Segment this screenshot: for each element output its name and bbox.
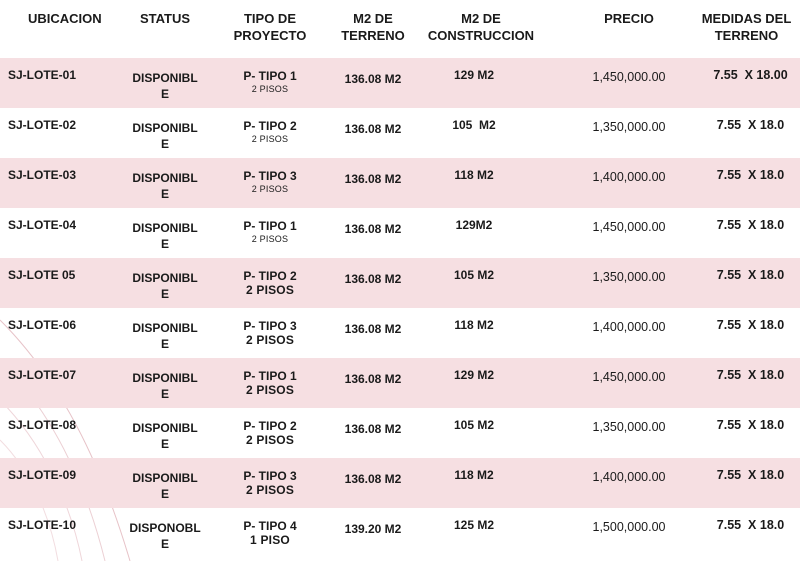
cell-precio <box>541 458 693 508</box>
cell-m2-terreno <box>325 258 421 308</box>
price: 1,350,000.00 <box>592 120 666 134</box>
cell-precio <box>541 58 693 108</box>
cell-m2-terreno <box>325 458 421 508</box>
lot-id: SJ-LOTE-09 <box>8 468 77 482</box>
cell-ubicacion <box>0 258 115 308</box>
built-area: 129 M2 <box>453 68 495 82</box>
project-type: P- TIPO 3 <box>243 469 297 483</box>
floors-count: 2 PISOS <box>245 283 295 297</box>
lot-dimensions: 7.55 X 18.0 <box>716 118 785 132</box>
cell-tipo-proyecto <box>215 408 325 458</box>
cell-ubicacion <box>0 208 115 258</box>
price: 1,450,000.00 <box>592 220 666 234</box>
lot-dimensions: 7.55 X 18.0 <box>716 268 785 282</box>
floors-count: 2 PISOS <box>245 333 295 347</box>
floors-count: 1 PISO <box>250 533 290 547</box>
cell-ubicacion <box>0 308 115 358</box>
lot-area: 136.08 M2 <box>344 372 402 386</box>
cell-medidas <box>693 358 800 408</box>
header-status <box>115 0 215 58</box>
cell-ubicacion <box>0 108 115 158</box>
lot-id: SJ-LOTE-07 <box>8 368 77 382</box>
lot-id: SJ-LOTE-08 <box>8 418 77 432</box>
cell-precio <box>541 358 693 408</box>
cell-m2-terreno <box>325 358 421 408</box>
cell-tipo-proyecto <box>215 308 325 358</box>
header-medidas-terreno-line: MEDIDAS DEL <box>701 11 792 26</box>
cell-m2-construccion <box>421 108 541 158</box>
price: 1,500,000.00 <box>592 520 666 534</box>
cell-tipo-proyecto <box>215 158 325 208</box>
status-text: DISPONIBL <box>132 171 198 185</box>
floors-count: 2 PISOS <box>251 84 289 94</box>
cell-ubicacion <box>0 58 115 108</box>
cell-status <box>115 108 215 158</box>
status-text: DISPONIBL <box>132 271 198 285</box>
price: 1,350,000.00 <box>592 270 666 284</box>
cell-m2-construccion <box>421 258 541 308</box>
built-area: 129M2 <box>455 218 493 232</box>
cell-m2-terreno <box>325 508 421 558</box>
cell-m2-terreno <box>325 208 421 258</box>
header-precio <box>541 0 693 58</box>
header-m2-terreno <box>325 0 421 58</box>
status-text: DISPONIBL <box>132 421 198 435</box>
header-medidas-terreno <box>693 0 800 58</box>
cell-m2-terreno <box>325 58 421 108</box>
status-text: DISPONIBL <box>132 471 198 485</box>
header-ubicacion <box>0 0 115 58</box>
lot-id: SJ-LOTE-03 <box>8 168 77 182</box>
cell-status <box>115 158 215 208</box>
cell-status <box>115 208 215 258</box>
cell-medidas <box>693 458 800 508</box>
floors-count: 2 PISOS <box>245 483 295 497</box>
cell-medidas <box>693 408 800 458</box>
cell-m2-construccion <box>421 408 541 458</box>
lot-id: SJ-LOTE 05 <box>8 268 76 282</box>
project-type: P- TIPO 2 <box>243 419 297 433</box>
cell-status <box>115 508 215 558</box>
cell-tipo-proyecto <box>215 458 325 508</box>
built-area: 118 M2 <box>454 468 494 482</box>
cell-ubicacion <box>0 158 115 208</box>
cell-m2-terreno <box>325 308 421 358</box>
cell-m2-terreno <box>325 408 421 458</box>
cell-m2-terreno <box>325 158 421 208</box>
floors-count: 2 PISOS <box>245 433 295 447</box>
cell-medidas <box>693 308 800 358</box>
cell-m2-construccion <box>421 308 541 358</box>
header-m2-construccion <box>421 0 541 58</box>
cell-medidas <box>693 158 800 208</box>
status-text: E <box>160 87 169 101</box>
cell-medidas <box>693 508 800 558</box>
project-type: P- TIPO 1 <box>243 369 297 383</box>
lot-area: 136.08 M2 <box>344 272 402 286</box>
price: 1,450,000.00 <box>592 370 666 384</box>
status-text: E <box>160 537 169 551</box>
lot-area: 136.08 M2 <box>344 422 402 436</box>
lot-area: 136.08 M2 <box>344 472 402 486</box>
cell-m2-construccion <box>421 158 541 208</box>
floors-count: 2 PISOS <box>251 234 289 244</box>
built-area: 118 M2 <box>454 168 494 182</box>
price: 1,450,000.00 <box>592 70 666 84</box>
status-text: DISPONIBL <box>132 121 198 135</box>
built-area: 125 M2 <box>453 518 495 532</box>
header-m2-construccion-line: M2 DE <box>461 11 501 26</box>
status-text: E <box>160 287 169 301</box>
status-text: DISPONIBL <box>132 221 198 235</box>
project-type: P- TIPO 2 <box>243 119 297 133</box>
cell-tipo-proyecto <box>215 508 325 558</box>
status-text: E <box>160 237 169 251</box>
cell-m2-construccion <box>421 208 541 258</box>
project-type: P- TIPO 1 <box>243 69 297 83</box>
status-text: E <box>160 337 169 351</box>
status-text: E <box>160 487 169 501</box>
lot-id: SJ-LOTE-10 <box>8 518 77 532</box>
cell-ubicacion <box>0 358 115 408</box>
lot-area: 139.20 M2 <box>344 522 402 536</box>
lot-dimensions: 7.55 X 18.0 <box>716 168 785 182</box>
lot-id: SJ-LOTE-01 <box>8 68 77 82</box>
cell-tipo-proyecto <box>215 358 325 408</box>
cell-status <box>115 408 215 458</box>
cell-status <box>115 258 215 308</box>
cell-status <box>115 458 215 508</box>
cell-precio <box>541 108 693 158</box>
cell-ubicacion <box>0 508 115 558</box>
lot-area: 136.08 M2 <box>344 122 402 136</box>
lot-area: 136.08 M2 <box>344 72 402 86</box>
price: 1,400,000.00 <box>592 320 666 334</box>
cell-m2-construccion <box>421 358 541 408</box>
lot-dimensions: 7.55 X 18.0 <box>716 468 785 482</box>
cell-medidas <box>693 208 800 258</box>
status-text: DISPONOBL <box>129 521 201 535</box>
cell-ubicacion <box>0 458 115 508</box>
header-status-line: STATUS <box>139 11 191 26</box>
lot-dimensions: 7.55 X 18.0 <box>716 368 785 382</box>
floors-count: 2 PISOS <box>251 134 289 144</box>
lot-id: SJ-LOTE-04 <box>8 218 77 232</box>
status-text: E <box>160 187 169 201</box>
cell-tipo-proyecto <box>215 58 325 108</box>
lot-id: SJ-LOTE-06 <box>8 318 77 332</box>
built-area: 118 M2 <box>454 318 494 332</box>
cell-precio <box>541 308 693 358</box>
cell-medidas <box>693 58 800 108</box>
lot-dimensions: 7.55 X 18.0 <box>716 218 785 232</box>
header-ubicacion-line: UBICACION <box>28 11 102 26</box>
status-text: E <box>160 437 169 451</box>
cell-status <box>115 58 215 108</box>
lot-area: 136.08 M2 <box>344 322 402 336</box>
price: 1,400,000.00 <box>592 470 666 484</box>
cell-tipo-proyecto <box>215 258 325 308</box>
header-m2-terreno-line: M2 DE <box>353 11 393 26</box>
header-precio-line: PRECIO <box>604 11 654 26</box>
cell-m2-terreno <box>325 108 421 158</box>
cell-medidas <box>693 108 800 158</box>
lot-dimensions: 7.55 X 18.0 <box>716 418 785 432</box>
status-text: E <box>160 387 169 401</box>
price: 1,350,000.00 <box>592 420 666 434</box>
lot-area: 136.08 M2 <box>344 222 402 236</box>
cell-medidas <box>693 258 800 308</box>
header-tipo-proyecto-line: PROYECTO <box>233 28 307 43</box>
cell-status <box>115 358 215 408</box>
cell-status <box>115 308 215 358</box>
cell-tipo-proyecto <box>215 208 325 258</box>
project-type: P- TIPO 3 <box>243 169 297 183</box>
status-text: DISPONIBL <box>132 371 198 385</box>
lot-dimensions: 7.55 X 18.0 <box>716 318 785 332</box>
cell-precio <box>541 508 693 558</box>
cell-precio <box>541 158 693 208</box>
lot-area: 136.08 M2 <box>344 172 402 186</box>
header-m2-construccion-line: CONSTRUCCION <box>427 28 535 43</box>
project-type: P- TIPO 2 <box>243 269 297 283</box>
built-area: 105 M2 <box>453 418 495 432</box>
built-area: 105 M2 <box>452 118 496 132</box>
price: 1,400,000.00 <box>592 170 666 184</box>
cell-precio <box>541 208 693 258</box>
header-m2-terreno-line: TERRENO <box>341 28 405 43</box>
project-type: P- TIPO 4 <box>243 519 297 533</box>
cell-precio <box>541 258 693 308</box>
status-text: E <box>160 137 169 151</box>
lot-id: SJ-LOTE-02 <box>8 118 77 132</box>
cell-precio <box>541 408 693 458</box>
project-type: P- TIPO 1 <box>243 219 297 233</box>
header-medidas-terreno-line: TERRENO <box>714 28 779 43</box>
lot-dimensions: 7.55 X 18.0 <box>716 518 785 532</box>
built-area: 105 M2 <box>453 268 495 282</box>
lot-dimensions: 7.55 X 18.00 <box>713 68 788 82</box>
cell-m2-construccion <box>421 508 541 558</box>
status-text: DISPONIBL <box>132 321 198 335</box>
cell-m2-construccion <box>421 458 541 508</box>
built-area: 129 M2 <box>453 368 495 382</box>
project-type: P- TIPO 3 <box>243 319 297 333</box>
floors-count: 2 PISOS <box>251 184 289 194</box>
status-text: DISPONIBL <box>132 71 198 85</box>
floors-count: 2 PISOS <box>245 383 295 397</box>
cell-tipo-proyecto <box>215 108 325 158</box>
header-tipo-proyecto <box>215 0 325 58</box>
header-tipo-proyecto-line: TIPO DE <box>243 11 296 26</box>
cell-ubicacion <box>0 408 115 458</box>
cell-m2-construccion <box>421 58 541 108</box>
